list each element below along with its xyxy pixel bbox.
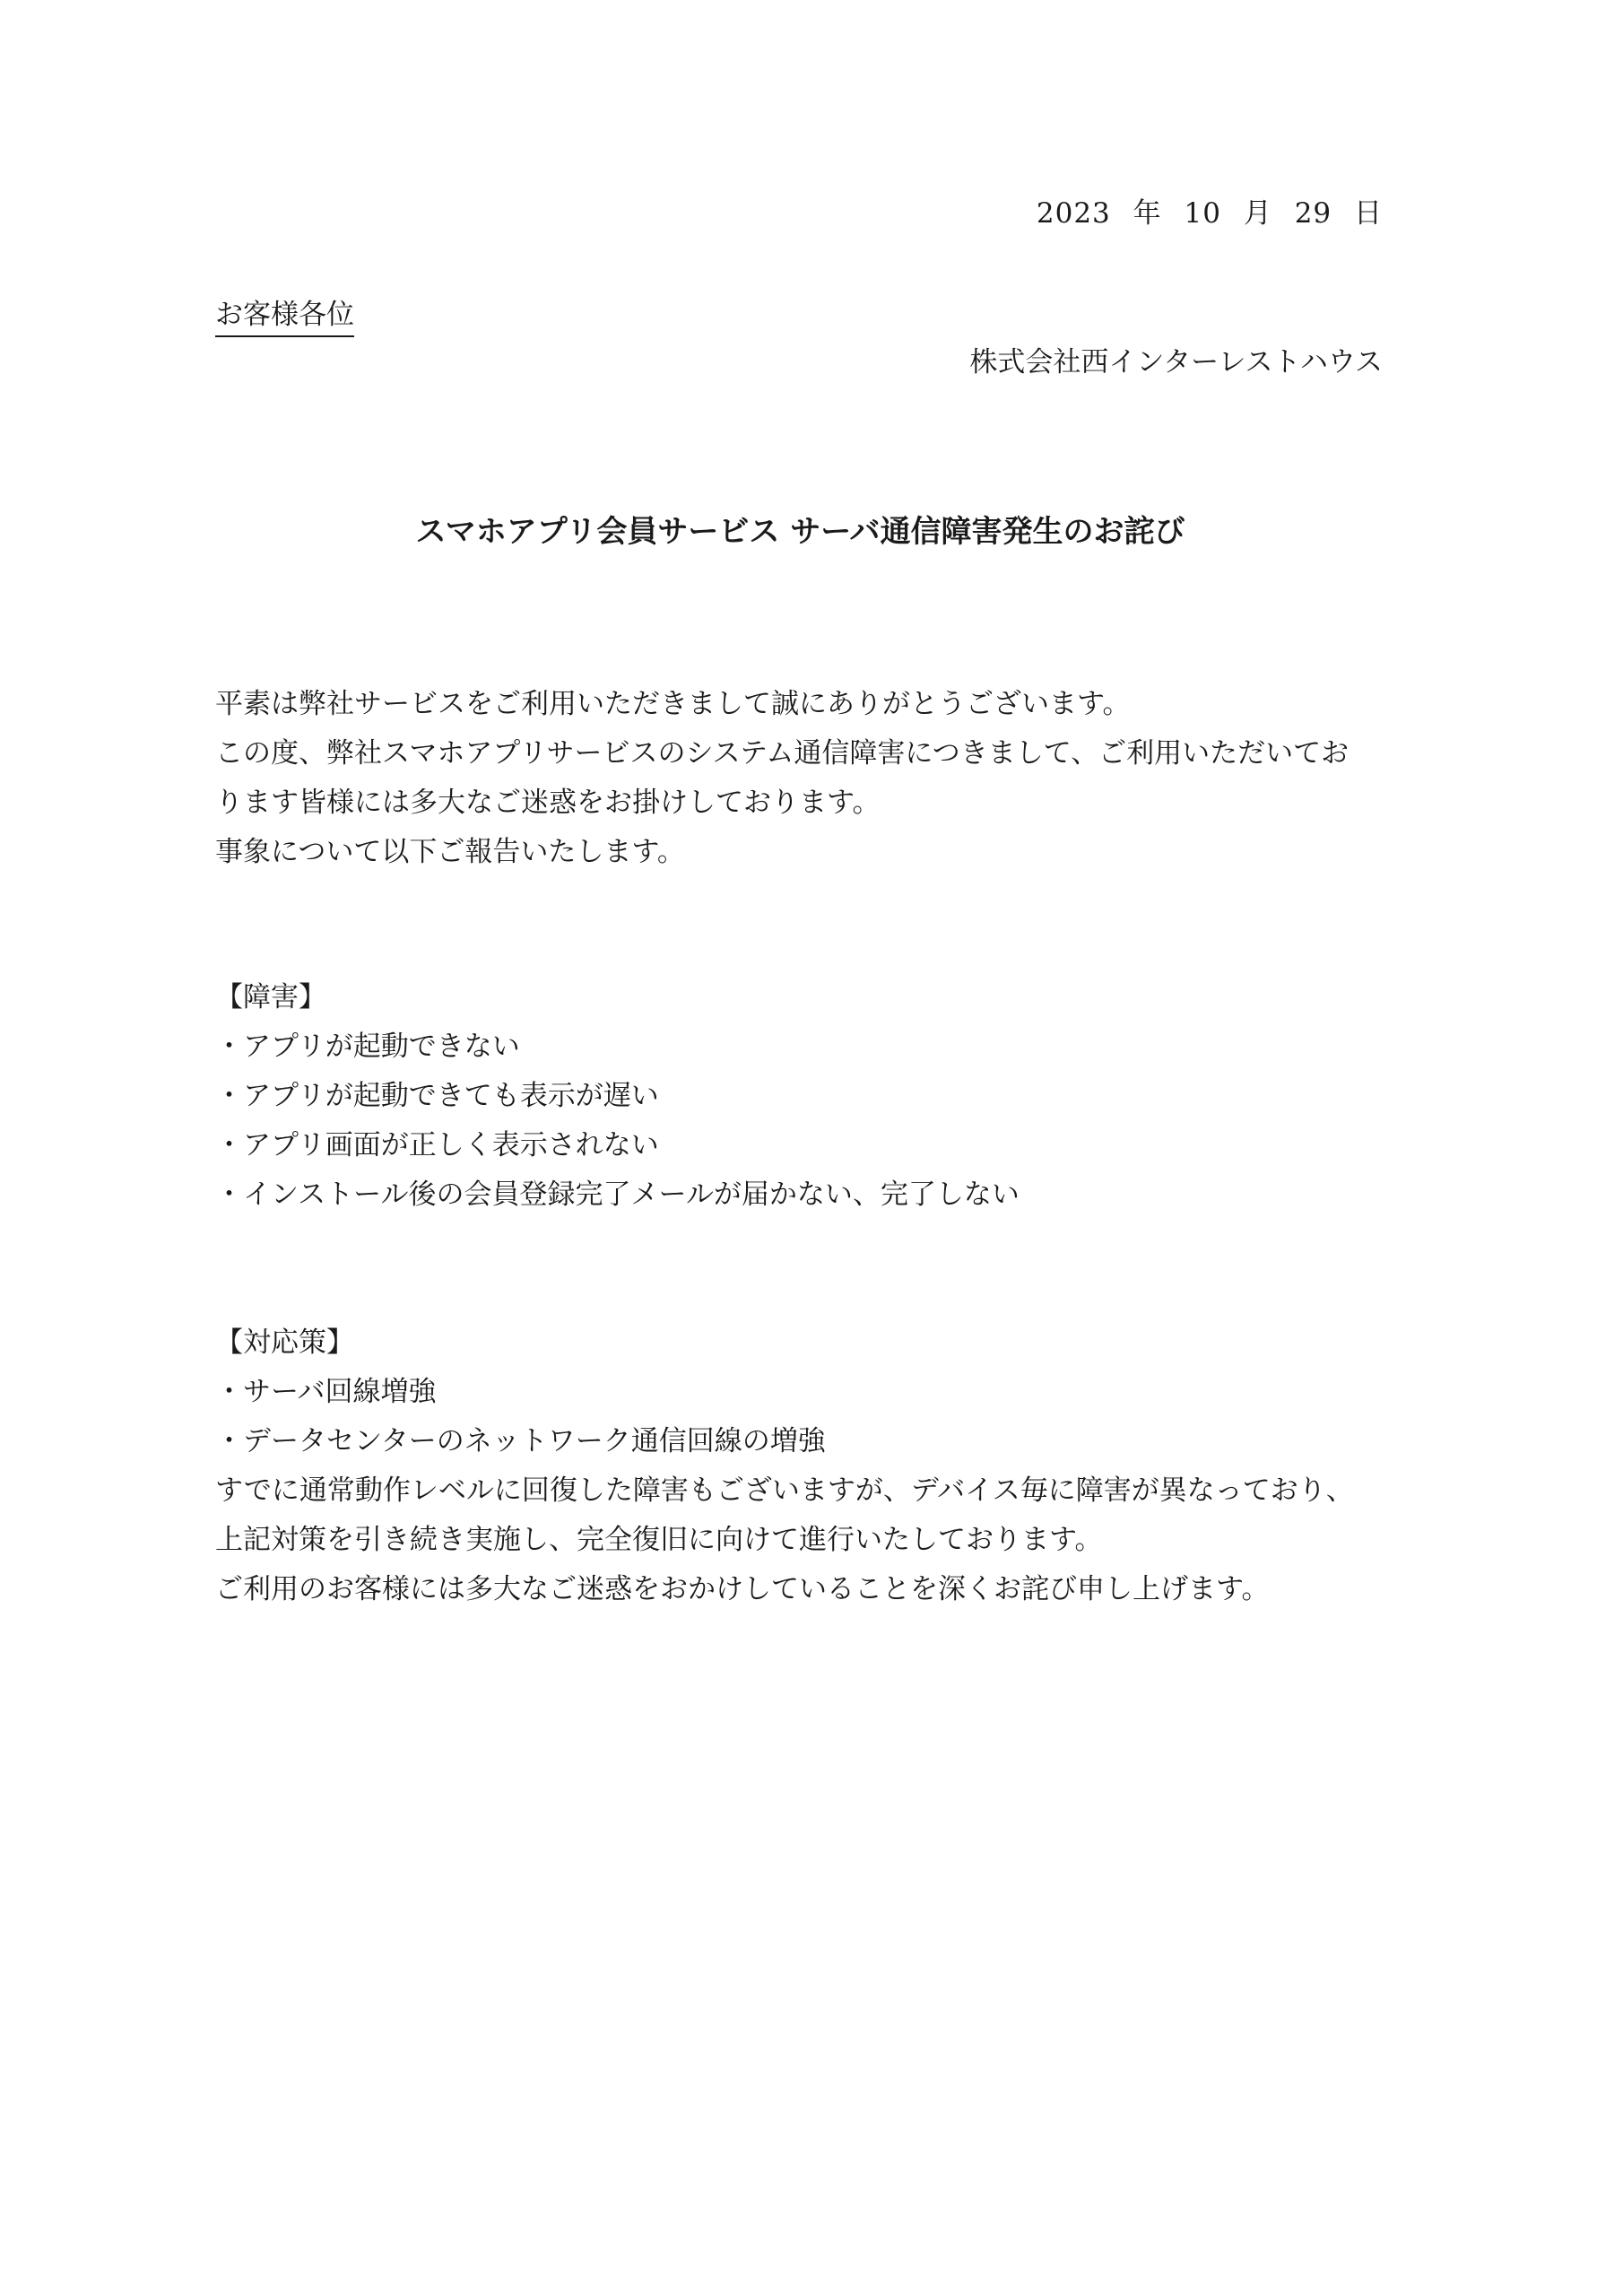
intro-line: 事象について以下ご報告いたします。 (215, 836, 685, 868)
issue-item-text: アプリが起動できても表示が遅い (243, 1080, 659, 1112)
intro-line: この度、弊社スマホアプリサービスのシステム通信障害につきまして、ご利用いただいてお (215, 737, 1350, 770)
issue-item (215, 1022, 1385, 1072)
closing-line: すでに通常動作レベルに回復した障害もございますが、デバイス毎に障害が異なっており、 (215, 1474, 1354, 1507)
measure-item (215, 1368, 1385, 1417)
letter-date (1037, 190, 1383, 230)
measure-item-text: データセンターのネットワーク通信回線の増強 (243, 1425, 826, 1457)
issues-section (215, 973, 1385, 1220)
closing-line: ご利用のお客様には多大なご迷惑をおかけしていることを深くお詫び申し上げます。 (215, 1573, 1270, 1605)
date-year: 2023 (1036, 197, 1111, 230)
company-name: 株式会社西インターレストハウス (969, 346, 1383, 378)
intro-paragraph (215, 680, 1385, 877)
measures-heading: 【対応策】 (215, 1326, 354, 1359)
date-month-unit: 月 (1243, 197, 1272, 230)
issue-item-text: アプリが起動できない (243, 1031, 520, 1063)
letter-title: スマホアプリ会員サービス サーバ通信障害発生のお詫び (415, 514, 1185, 550)
issue-item (215, 1072, 1385, 1121)
issue-item (215, 1170, 1385, 1220)
date-day: 29 (1294, 197, 1332, 230)
intro-line: ります皆様には多大なご迷惑をお掛けしております。 (215, 787, 881, 819)
date-year-unit: 年 (1133, 197, 1162, 230)
measure-item-text: サーバ回線増強 (243, 1376, 437, 1408)
addressee: お客様各位 (215, 291, 354, 337)
date-month: 10 (1184, 197, 1221, 230)
measure-item (215, 1417, 1385, 1466)
date-day-unit: 日 (1354, 197, 1383, 230)
measures-section (215, 1318, 1385, 1614)
issue-item (215, 1121, 1385, 1170)
intro-line: 平素は弊社サービスをご利用いただきまして誠にありがとうございます。 (215, 688, 1131, 720)
issues-heading: 【障害】 (215, 981, 326, 1013)
closing-line: 上記対策を引き続き実施し、完全復旧に向けて進行いたしております。 (215, 1524, 1103, 1556)
issue-item-text: インストール後の会員登録完了メールが届かない、完了しない (243, 1178, 1020, 1211)
issue-item-text: アプリ画面が正しく表示されない (243, 1129, 659, 1161)
